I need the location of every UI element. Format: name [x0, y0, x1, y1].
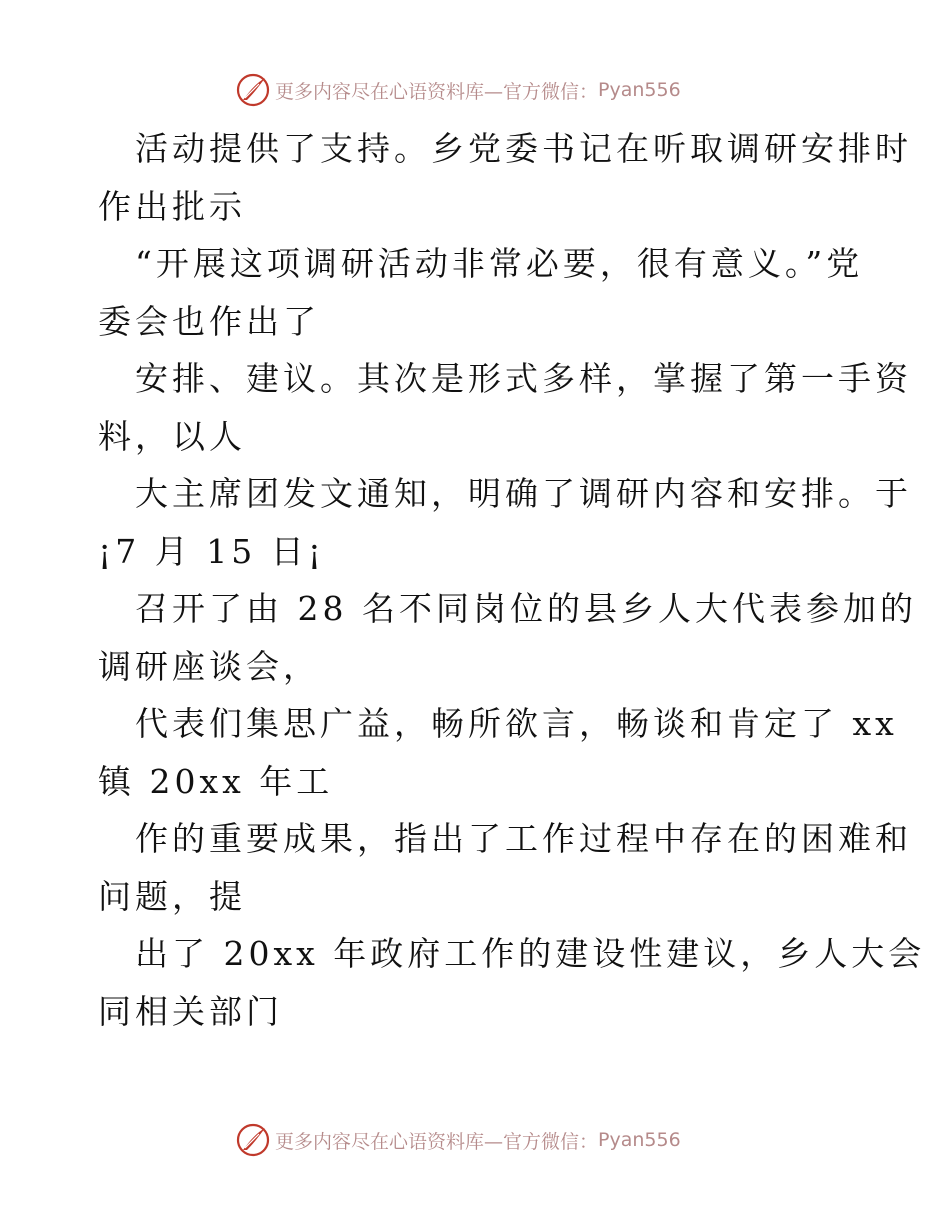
paragraph-line: 出了 20xx 年政府工作的建设性建议，乡人大会 — [135, 934, 926, 973]
paragraph-line: ¡7 月 15 日¡ — [98, 531, 325, 571]
quill-logo-icon — [235, 1122, 271, 1158]
paragraph — [98, 580, 917, 695]
paragraph — [98, 350, 912, 465]
paragraph-line: 料，以人 — [98, 416, 246, 456]
paragraph — [98, 465, 912, 580]
watermark-text: 更多内容尽在心语资料库—官方微信： — [275, 1130, 599, 1153]
paragraph-line: 大主席团发文通知，明确了调研内容和安排。于 — [135, 474, 912, 513]
paragraph-line: 镇 20xx 年工 — [98, 761, 334, 801]
paragraph — [98, 810, 912, 925]
paragraph-line: 作的重要成果，指出了工作过程中存在的困难和 — [135, 819, 912, 858]
paragraph-line: 调研座谈会， — [98, 646, 320, 686]
paragraph-line: 作出批示 — [98, 186, 246, 226]
paragraph-line: 问题，提 — [98, 876, 246, 916]
paragraph-line: 召开了由 28 名不同岗位的县乡人大代表参加的 — [135, 589, 917, 628]
paragraph-line: 活动提供了支持。乡党委书记在听取调研安排时 — [135, 129, 912, 168]
paragraph-line: “开展这项调研活动非常必要，很有意义。”党 — [135, 244, 864, 283]
paragraph — [98, 235, 864, 350]
paragraph-line: 同相关部门 — [98, 991, 283, 1031]
paragraph-line: 安排、建议。其次是形式多样，掌握了第一手资 — [135, 359, 912, 398]
watermark-id: Pyan556 — [598, 79, 681, 101]
header-watermark — [235, 70, 681, 110]
footer-watermark — [235, 1120, 681, 1160]
paragraph-line: 委会也作出了 — [98, 301, 320, 341]
paragraph — [98, 925, 926, 1040]
paragraph — [98, 120, 912, 235]
body-text — [98, 120, 926, 1040]
quill-logo-icon — [235, 72, 271, 108]
paragraph — [98, 695, 898, 810]
watermark-id: Pyan556 — [598, 1129, 681, 1151]
watermark-text: 更多内容尽在心语资料库—官方微信： — [275, 80, 599, 103]
paragraph-line: 代表们集思广益，畅所欲言，畅谈和肯定了 xx — [135, 704, 898, 743]
